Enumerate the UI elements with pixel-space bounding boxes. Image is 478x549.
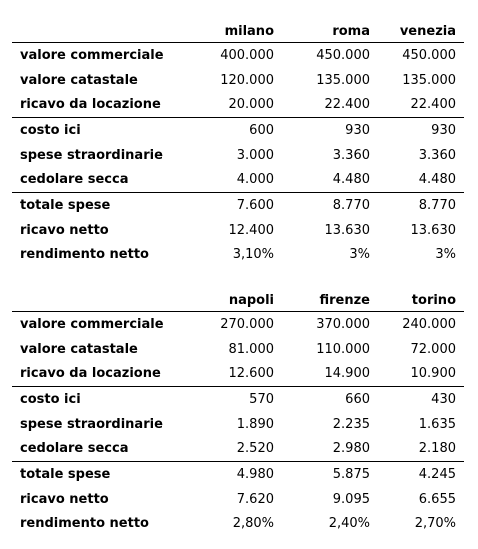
cell-value: 4.980 [212,462,282,487]
cell-value: 270.000 [212,312,282,337]
row-label: totale spese [12,193,212,218]
table-row [12,436,464,461]
cell-value: 660 [282,387,378,412]
cell-value: 4.000 [236,172,274,188]
cell-value: 2,80% [232,516,274,532]
cell-value: 110.000 [316,341,370,357]
cell-value: 72.000 [410,341,456,357]
cell-value: 81.000 [228,341,274,357]
row-label: spese straordinarie [20,147,163,163]
cell-value: 13.630 [410,222,456,238]
cell-value: 12.400 [228,222,274,238]
table-row [12,167,464,192]
cell-value: 2.980 [332,441,370,457]
table-row [12,361,464,386]
header-city: milano [224,23,274,39]
row-label: cedolare secca [20,172,129,188]
table-row [12,412,464,437]
cell-value: 3.000 [236,147,274,163]
cell-value: 5.875 [282,462,378,487]
cost-table-2 [12,289,464,536]
row-label: rendimento netto [20,516,149,532]
cell-value: 3,10% [232,247,274,263]
cell-value: 430 [378,387,464,412]
cell-value: 2,40% [328,516,370,532]
cell-value: 22.400 [324,97,370,113]
table-row [12,312,464,337]
table-row [12,487,464,512]
header-row [12,289,464,312]
table-row [12,43,464,68]
row-label: ricavo netto [20,222,109,238]
row-label: costo ici [12,387,212,412]
cell-value: 450.000 [282,43,378,68]
cell-value: 2.520 [236,441,274,457]
cell-value: 240.000 [378,312,464,337]
table-row [12,193,464,218]
table-row [12,462,464,487]
header-corner [12,20,212,43]
cell-value: 7.600 [212,193,282,218]
cell-value: 400.000 [212,43,282,68]
row-label: valore catastale [20,341,138,357]
table-row [12,68,464,93]
cell-value: 3.360 [332,147,370,163]
header-city: torino [411,292,456,308]
cell-value: 2.235 [332,416,370,432]
table-row [12,218,464,243]
cell-value: 3% [349,247,370,263]
cell-value: 450.000 [378,43,464,68]
header-row [12,20,464,43]
cell-value: 600 [212,118,282,143]
cell-value: 135.000 [316,72,370,88]
header-city: roma [332,23,370,39]
row-label: rendimento netto [20,247,149,263]
row-label: ricavo netto [20,491,109,507]
cell-value: 6.655 [418,491,456,507]
cell-value: 9.095 [332,491,370,507]
header-city: napoli [228,292,274,308]
cell-value: 930 [378,118,464,143]
cell-value: 1.635 [418,416,456,432]
cost-table-1 [12,20,464,267]
cell-value: 8.770 [378,193,464,218]
cell-value: 4.480 [332,172,370,188]
row-label: ricavo da locazione [20,97,161,113]
table-row [12,118,464,143]
table-row [12,387,464,412]
cell-value: 2,70% [414,516,456,532]
table-row [12,512,464,537]
cell-value: 20.000 [228,97,274,113]
row-label: ricavo da locazione [20,366,161,382]
cell-value: 14.900 [324,366,370,382]
cell-value: 12.600 [228,366,274,382]
cell-value: 10.900 [410,366,456,382]
header-city: venezia [399,23,456,39]
cell-value: 120.000 [220,72,274,88]
cell-value: 930 [282,118,378,143]
cell-value: 3.360 [418,147,456,163]
cell-value: 7.620 [236,491,274,507]
row-label: costo ici [12,118,212,143]
row-label: cedolare secca [20,441,129,457]
table-row [12,337,464,362]
row-label: totale spese [12,462,212,487]
cell-value: 22.400 [410,97,456,113]
cell-value: 135.000 [402,72,456,88]
row-label: spese straordinarie [20,416,163,432]
table-row [12,243,464,268]
header-city: firenze [319,292,370,308]
cell-value: 8.770 [282,193,378,218]
cell-value: 2.180 [418,441,456,457]
cell-value: 570 [212,387,282,412]
cell-value: 4.480 [418,172,456,188]
row-label: valore commerciale [12,312,212,337]
cell-value: 1.890 [236,416,274,432]
header-corner [12,289,212,312]
table-row [12,143,464,168]
cell-value: 4.245 [378,462,464,487]
table-row [12,92,464,117]
row-label: valore catastale [20,72,138,88]
cell-value: 370.000 [282,312,378,337]
cell-value: 13.630 [324,222,370,238]
cell-value: 3% [435,247,456,263]
row-label: valore commerciale [12,43,212,68]
